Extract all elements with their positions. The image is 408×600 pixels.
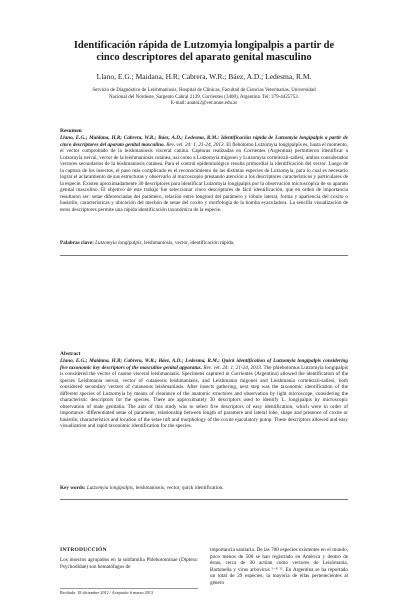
keywords-english-rest: , leishmaniosis, vector, quick identification. (133, 485, 224, 491)
author-list: Llano, E.G.; Maidana, H.R; Cabrera, W.R.; Báez, A.D.; Ledesma, R.M. (96, 72, 312, 81)
divider-rule (60, 499, 348, 500)
affiliation (60, 88, 348, 108)
abstract-english-heading: Abstract (60, 351, 81, 357)
abstract-spanish (60, 128, 348, 213)
keywords-spanish-label: Palabras clave: (60, 240, 94, 246)
keywords-english-species: Lutzomyia longipalpis (86, 485, 134, 491)
abstract-spanish-citation: Llano, E.G.; Maidana, H.R; Cabrera, W.R.; Báez, A.D.; Ledesma, R.M.: Identificación rápida de Lutzomyia longipalpis a partir de cinco descriptores del aparato genital masculino. (60, 135, 348, 148)
affiliation-line-2: Nacional del Nordeste, Sargento Cabral 2139, Corrientes (3400), Argentina. Tel: 379-4425753. (108, 94, 300, 100)
body-column-left (60, 547, 198, 570)
intro-paragraph-right: importancia sanitaria. De las 700 especies existentes en el mundo, poco menos de 500 se han registrado en América y dentro de éstas, cerca de 30 actúan como vectores de Leishmania, Bartonella y virus arbovirus ¹⁻⁸ ¹². En Argentina se ha reportado un total de 29 especies, la mayoría de ellas pertenecientes al género (210, 547, 348, 586)
affiliation-email: E-mail: anatoi2@vet.unne.edu.ar (170, 101, 238, 107)
received-accepted-note: Recibido: 18 diciembre 2012 / Aceptado: 6 marzo 2013 (60, 588, 198, 595)
section-heading-introduction: INTRODUCCIÓN (60, 547, 107, 553)
keywords-spanish-rest: , leishmaniosis, vector, identificación rápida. (141, 240, 235, 246)
intro-paragraph-left: Los insectos agrupados en la subfamilia Phlebotominae (Diptera: Psychodidae) son hematófagos de (60, 557, 198, 570)
abstract-spanish-body (60, 135, 348, 213)
paper-title (50, 40, 358, 64)
body-column-right (210, 547, 348, 586)
abstract-english (60, 351, 348, 430)
paper-title-line-1: Identificación rápida de Lutzomyia longipalpis a partir de (73, 40, 335, 51)
abstract-english-body (60, 358, 348, 430)
keywords-spanish-species: Lutzomyia longipalpis (95, 240, 142, 246)
divider-rule (60, 255, 348, 256)
abstract-english-text: The phlebotomus Lutzomyia longipalpis is considered the vector of canine visceral leishmaniasis. Specimens captured in Corrientes (Argentina) allowed the identification of the species Leishmania neivai, vector of cutaneous leishmaniasis, and Leishmania migonei and Leishmania cortelezzii-sallesi, both considered secondary vectors of cutaneous leishmaniasis. After insects gathering, next step was the taxonomic identification of the different species of Lutzomyia by means of clearance of the anatomic structures and observation by light microscope, considering the characteristic descriptors for the species. There are approximately 30 descriptors used to identify L. longipalpis by microscopic observation of male genitalia. The aim of this study was to select five descriptors of easy identification, which were in order of importance: differentiated setae of parameter, relationship between length of paramere and lateral lobe, shape and presence of coxite or basistile, characteristics and location of the setae tuft and morphology of the coxite ejaculatory pump. These descriptors allowed and easy visualization and rapid taxonomic identification for the species. (60, 364, 349, 429)
abstract-spanish-rev: Rev. vet. 24: 1, 21-24, 2013. (166, 141, 225, 148)
keywords-spanish (60, 240, 348, 247)
abstract-english-rev: Rev. vet. 24: 1, 21-24, 2013. (203, 364, 263, 371)
abstract-english-citation: Llano, E.G.; Maidana, H.R; Cabrera, W.R.; Báez, A.D.; Ledesma, R.M.: Quick identification of Lutzomyia longipalpis considering five taxonomic key descriptors of the masculine genital apparatus. (60, 358, 348, 371)
keywords-english (60, 485, 348, 492)
affiliation-line-1: Servicio de Diagnóstico de Leishmaniosis, Hospital de Clínicas, Facultad de Ciencias Veterinarias, Universidad (92, 88, 316, 93)
paper-title-line-2: cinco descriptores del aparato genital masculino (96, 52, 312, 63)
keywords-english-label: Key words: (60, 485, 86, 491)
abstract-spanish-text: El flebótomo Lutzomyia longipalpis es, hasta el momento, el vector comprobado de la leishmaniosis visceral canina. Capturas realizadas en Corrientes (Argentina) permitieron identificar a Lutzomyia neivai, vector de la leishmaniosis cutánea, así como a Lutzomyia migonei y Lutzomyia cortelezzii-sallesi, ambos considerados vectores secundarios de la leishmaniosis cutánea. Para el control epidemiológico resulta primordial la identificación del vector. Luego de la captura de los insectos, el paso más complicado es el reconocimiento de las distintas especies de Lutzomyia, para lo cual es necesario lograr el aclaramiento de sus estructuras y observarlo al microscopio prestando atención a los descriptores característicos y particulares de la especie. Existen aproximadamente 30 descriptores para identificar Lutzomyia longipalpis por la observación microscópica de su aparato genital masculino. El objetivo de este trabajo fue seleccionar cinco descriptores de fácil identificación, que en orden de importancia resultaron ser: setae diferenciadas del parámero, relación entre longitud del parámero y lóbulo lateral, forma y apariencia del coxito o basistilo, características y ubicación del mechón de setae del coxito y morfología de la bomba eyaculadora. La sencilla visualización de estos descriptores permite una rápida identificación taxonómica de la especie. (60, 141, 349, 213)
abstract-spanish-heading: Resumen (60, 128, 82, 134)
